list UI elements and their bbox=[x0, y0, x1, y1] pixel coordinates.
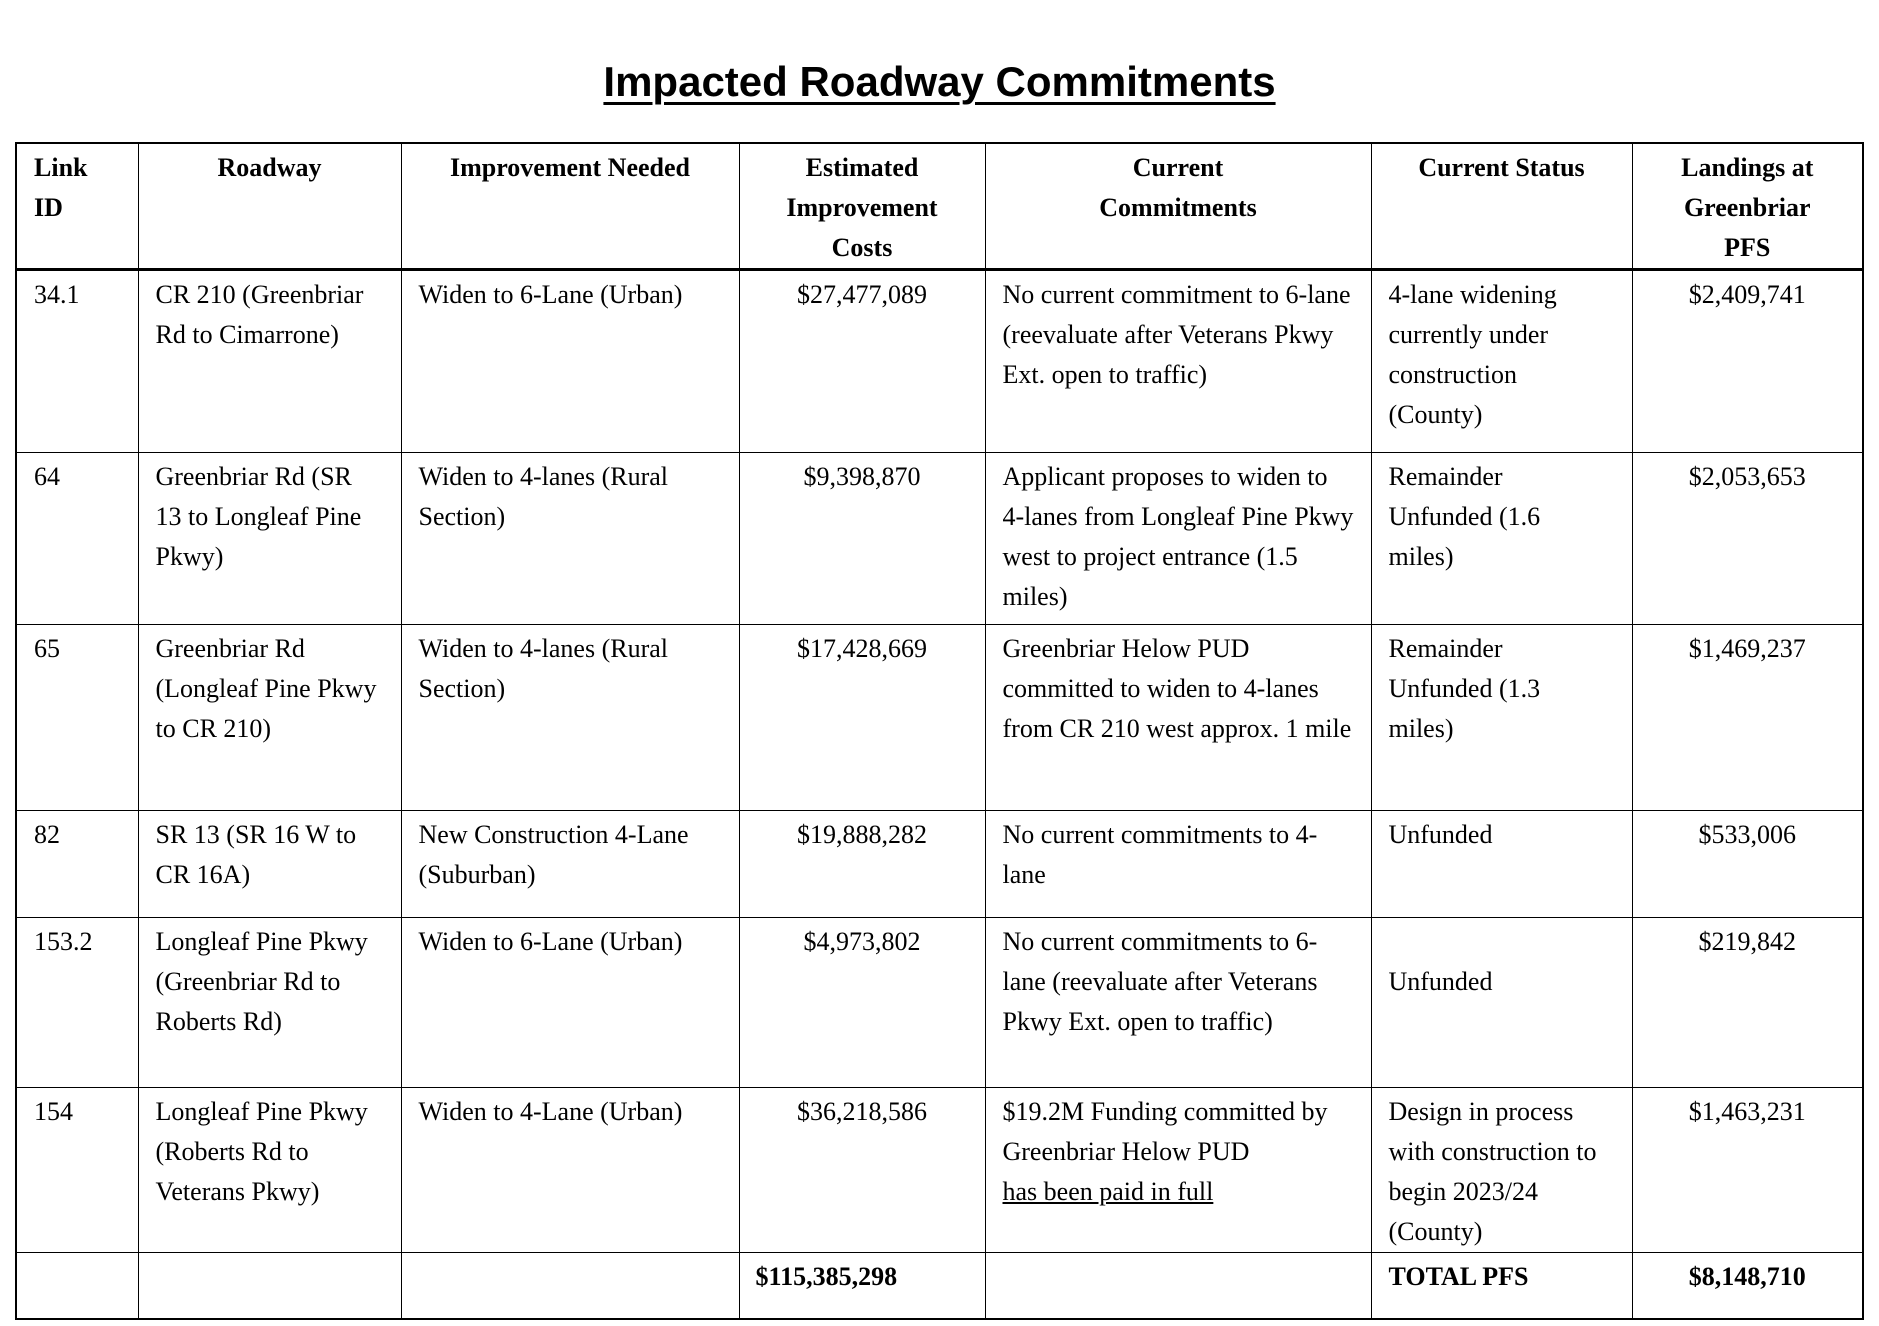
commitments-paid-note: has been paid in full bbox=[1002, 1177, 1214, 1206]
pfs: $1,469,237 bbox=[1632, 625, 1863, 811]
link-id: 65 bbox=[16, 625, 138, 811]
status: Remainder Unfunded (1.6 miles) bbox=[1371, 453, 1632, 625]
roadway: Greenbriar Rd (Longleaf Pine Pkwy to CR 210) bbox=[138, 625, 401, 811]
roadway-commitments-table bbox=[15, 142, 1864, 1320]
cost: $4,973,802 bbox=[739, 918, 985, 1088]
improvement: Widen to 4-lanes (Rural Section) bbox=[401, 625, 739, 811]
commitments-text: $19.2M Funding committed by Greenbriar Helow PUD bbox=[1002, 1097, 1328, 1166]
header-link-id: Link ID bbox=[16, 143, 138, 270]
header-cost: Estimated Improvement Costs bbox=[739, 143, 985, 270]
roadway: CR 210 (Greenbriar Rd to Cimarrone) bbox=[138, 270, 401, 453]
header-improvement: Improvement Needed bbox=[401, 143, 739, 270]
table-row bbox=[16, 453, 1863, 625]
roadway: Longleaf Pine Pkwy (Greenbriar Rd to Roberts Rd) bbox=[138, 918, 401, 1088]
empty-cell bbox=[985, 1253, 1371, 1319]
header-roadway: Roadway bbox=[138, 143, 401, 270]
status: 4-lane widening currently under construction (County) bbox=[1371, 270, 1632, 453]
pfs: $2,409,741 bbox=[1632, 270, 1863, 453]
empty-cell bbox=[401, 1253, 739, 1319]
commitments: Applicant proposes to widen to 4-lanes from Longleaf Pine Pkwy west to project entrance (1.5 miles) bbox=[985, 453, 1371, 625]
roadway: Longleaf Pine Pkwy (Roberts Rd to Veterans Pkwy) bbox=[138, 1088, 401, 1253]
status: Unfunded bbox=[1371, 811, 1632, 918]
link-id: 34.1 bbox=[16, 270, 138, 453]
improvement: Widen to 4-lanes (Rural Section) bbox=[401, 453, 739, 625]
cost: $19,888,282 bbox=[739, 811, 985, 918]
improvement: Widen to 6-Lane (Urban) bbox=[401, 918, 739, 1088]
empty-cell bbox=[16, 1253, 138, 1319]
link-id: 153.2 bbox=[16, 918, 138, 1088]
pfs: $533,006 bbox=[1632, 811, 1863, 918]
header-pfs: Landings at Greenbriar PFS bbox=[1632, 143, 1863, 270]
status: Unfunded bbox=[1371, 918, 1632, 1088]
table-row bbox=[16, 625, 1863, 811]
commitments-extra: (reevaluate after Veterans Pkwy Ext. open to traffic) bbox=[1002, 320, 1334, 389]
header-commitments: Current Commitments bbox=[985, 143, 1371, 270]
link-id: 64 bbox=[16, 453, 138, 625]
link-id: 154 bbox=[16, 1088, 138, 1253]
table-row bbox=[16, 811, 1863, 918]
total-label: TOTAL PFS bbox=[1371, 1253, 1632, 1319]
cost: $9,398,870 bbox=[739, 453, 985, 625]
page-title: Impacted Roadway Commitments bbox=[603, 58, 1276, 105]
table-row bbox=[16, 1088, 1863, 1253]
total-cost: $115,385,298 bbox=[739, 1253, 985, 1319]
commitments: No current commitments to 6-lane (reevaluate after Veterans Pkwy Ext. open to traffic) bbox=[985, 918, 1371, 1088]
pfs: $219,842 bbox=[1632, 918, 1863, 1088]
link-id: 82 bbox=[16, 811, 138, 918]
header-row bbox=[16, 143, 1863, 270]
header-status: Current Status bbox=[1371, 143, 1632, 270]
total-pfs: $8,148,710 bbox=[1632, 1253, 1863, 1319]
totals-row bbox=[16, 1253, 1863, 1319]
status: Design in process with construction to begin 2023/24 (County) bbox=[1371, 1088, 1632, 1253]
commitments bbox=[985, 1088, 1371, 1253]
table-row bbox=[16, 918, 1863, 1088]
cost: $17,428,669 bbox=[739, 625, 985, 811]
commitments: No current commitments to 4-lane bbox=[985, 811, 1371, 918]
empty-cell bbox=[138, 1253, 401, 1319]
cost: $27,477,089 bbox=[739, 270, 985, 453]
improvement: Widen to 4-Lane (Urban) bbox=[401, 1088, 739, 1253]
status: Remainder Unfunded (1.3 miles) bbox=[1371, 625, 1632, 811]
roadway: SR 13 (SR 16 W to CR 16A) bbox=[138, 811, 401, 918]
improvement: New Construction 4-Lane (Suburban) bbox=[401, 811, 739, 918]
improvement: Widen to 6-Lane (Urban) bbox=[401, 270, 739, 453]
commitments-text: No current commitment to 6-lane bbox=[1002, 280, 1351, 309]
commitments bbox=[985, 270, 1371, 453]
cost: $36,218,586 bbox=[739, 1088, 985, 1253]
commitments: Greenbriar Helow PUD committed to widen to 4-lanes from CR 210 west approx. 1 mile bbox=[985, 625, 1371, 811]
pfs: $1,463,231 bbox=[1632, 1088, 1863, 1253]
table-row bbox=[16, 270, 1863, 453]
roadway: Greenbriar Rd (SR 13 to Longleaf Pine Pkwy) bbox=[138, 453, 401, 625]
pfs: $2,053,653 bbox=[1632, 453, 1863, 625]
